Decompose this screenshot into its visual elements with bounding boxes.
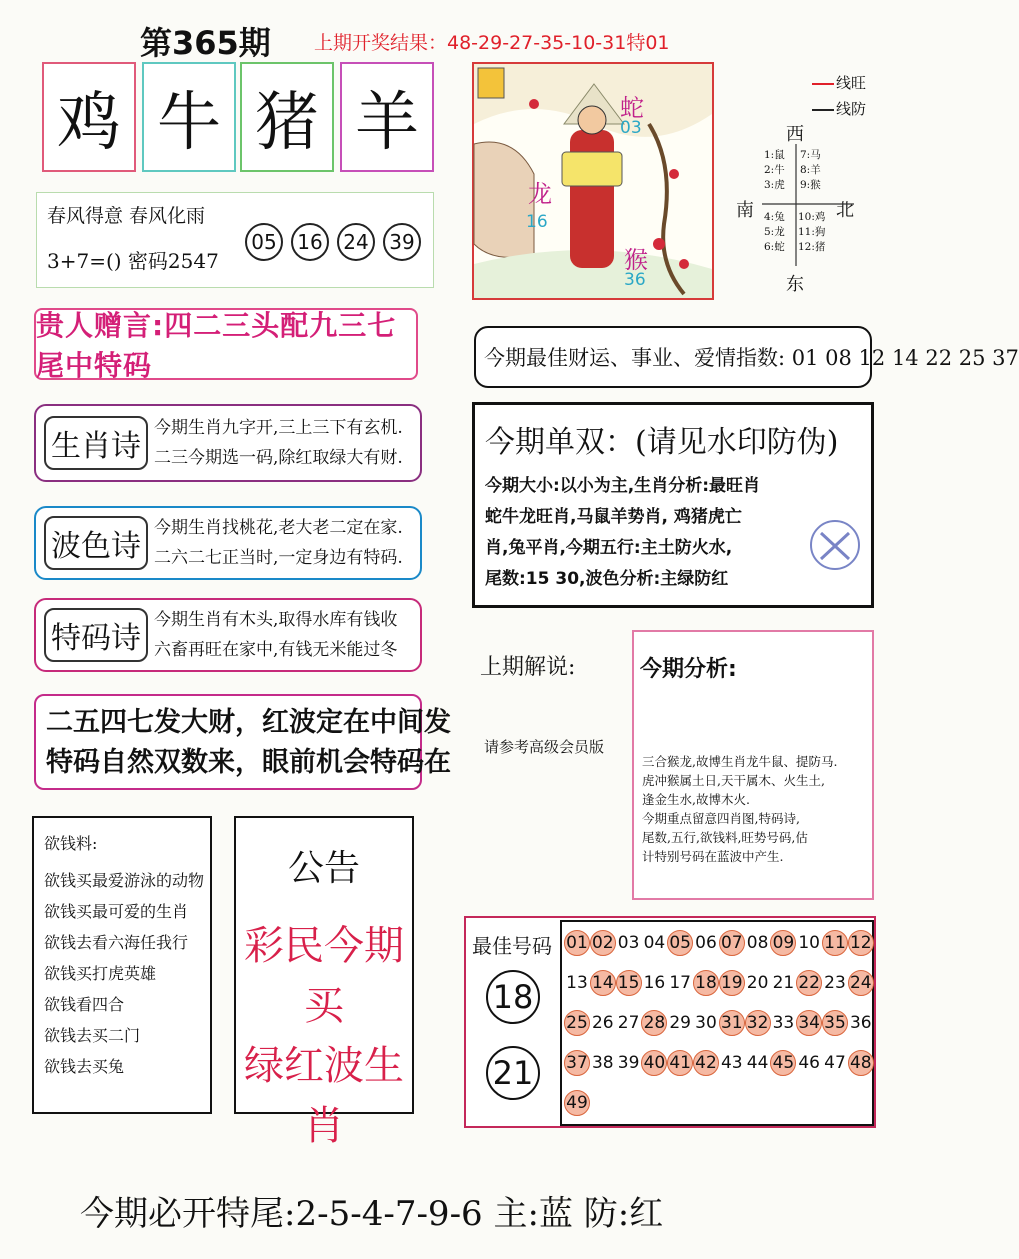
compass-south: 南 bbox=[736, 200, 754, 221]
grid-number: 15 bbox=[616, 970, 642, 996]
notice-line: 绿红波生肖 bbox=[244, 1043, 404, 1149]
grid-number: 30 bbox=[695, 1013, 717, 1033]
grid-number: 34 bbox=[796, 1010, 822, 1036]
grid-number: 29 bbox=[669, 1013, 691, 1033]
scholar-drawing bbox=[474, 64, 712, 298]
poem-line: 二三今期选一码,除红取绿大有财. bbox=[154, 448, 403, 468]
compass-east: 东 bbox=[786, 274, 804, 295]
notice-body bbox=[236, 916, 412, 1156]
analysis-title: 今期分析: bbox=[640, 657, 737, 682]
number-ball: 05 bbox=[245, 223, 283, 261]
analysis-line: 三合猴龙,故博生肖龙牛鼠、提防马. bbox=[642, 754, 838, 769]
analysis-line: 尾数,五行,欲钱料,旺势号码,估 bbox=[642, 830, 808, 845]
black-line-icon bbox=[812, 109, 834, 111]
zodiac-box: 羊 bbox=[340, 62, 434, 172]
sd-line: 蛇牛龙旺肖,马鼠羊势肖, 鸡猪虎亡 bbox=[485, 507, 742, 527]
single-double-box bbox=[472, 402, 874, 608]
money-title: 欲钱料: bbox=[44, 834, 98, 853]
grid-number: 23 bbox=[824, 973, 846, 993]
formula-text: 3+7=() 密码2547 bbox=[47, 249, 219, 273]
grid-number: 27 bbox=[617, 1013, 640, 1033]
analysis-box bbox=[632, 630, 874, 900]
verse-line: 特码自然双数来，眼前机会特码在 bbox=[46, 747, 451, 778]
scholar-illustration bbox=[472, 62, 714, 300]
grid-number: 25 bbox=[564, 1010, 590, 1036]
grid-number: 37 bbox=[564, 1050, 590, 1076]
grid-number: 35 bbox=[822, 1010, 848, 1036]
poem-line: 六畜再旺在家中,有钱无米能过冬 bbox=[154, 640, 398, 660]
compass-cell: 4:兔 5:龙 6:蛇 bbox=[764, 211, 785, 253]
money-riddles bbox=[32, 816, 212, 1114]
picture-number: 16 bbox=[526, 212, 548, 232]
analysis-body bbox=[642, 752, 837, 866]
legend-red: 线旺 bbox=[812, 72, 866, 93]
poem-line: 今期生肖九字开,三上三下有玄机. bbox=[154, 418, 403, 438]
money-item: 欲钱买最爱游泳的动物 bbox=[44, 871, 205, 890]
grid-number: 47 bbox=[824, 1053, 846, 1073]
compass-cell: 10:鸡 11:狗 12:猪 bbox=[798, 211, 826, 253]
grid-number: 49 bbox=[564, 1090, 590, 1116]
money-item: 欲钱去买兔 bbox=[44, 1057, 125, 1076]
grid-number: 14 bbox=[590, 970, 616, 996]
analysis-line: 虎冲猴属土日,天干属木、火生土, bbox=[642, 773, 825, 788]
grid-number: 31 bbox=[719, 1010, 745, 1036]
sd-line: 肖,兔平肖,今期五行:主土防火水, bbox=[485, 538, 733, 558]
number-ball: 24 bbox=[337, 223, 375, 261]
picture-zodiac: 龙 bbox=[528, 180, 552, 208]
money-item: 欲钱去看六海任我行 bbox=[44, 933, 189, 952]
grid-number: 22 bbox=[796, 970, 822, 996]
grid-number: 38 bbox=[591, 1053, 614, 1073]
zodiac-box: 牛 bbox=[142, 62, 236, 172]
poem-line: 今期生肖有木头,取得水库有钱收 bbox=[154, 610, 398, 630]
issue-number: 第365期 bbox=[140, 24, 271, 62]
grid-number: 17 bbox=[669, 973, 691, 993]
last-result: 上期开奖结果：48-29-27-35-10-31特01 bbox=[314, 32, 670, 54]
analysis-line: 今期重点留意四肖图,特码诗, bbox=[642, 811, 800, 826]
number-ball: 16 bbox=[291, 223, 329, 261]
last-analysis-title: 上期解说: bbox=[480, 655, 576, 680]
grid-number: 28 bbox=[641, 1010, 667, 1036]
grid-number: 08 bbox=[746, 933, 769, 953]
picture-zodiac: 猴 bbox=[624, 246, 648, 274]
single-double-body bbox=[485, 471, 760, 595]
number-grid bbox=[560, 920, 874, 1126]
grid-number: 11 bbox=[822, 930, 848, 956]
poem-line: 今期生肖找桃花,老大老二定在家. bbox=[154, 518, 403, 538]
grid-number: 10 bbox=[798, 933, 820, 953]
money-item: 欲钱买打虎英雄 bbox=[44, 964, 157, 983]
poem-title: 特码诗 bbox=[44, 608, 148, 662]
grid-number: 09 bbox=[770, 930, 796, 956]
best-numbers-box bbox=[464, 916, 876, 1128]
notice-box bbox=[234, 816, 414, 1149]
compass-cell: 1:鼠 2:牛 3:虎 bbox=[764, 149, 785, 191]
grid-number: 45 bbox=[770, 1050, 796, 1076]
grid-number: 04 bbox=[643, 933, 666, 953]
grid-number: 40 bbox=[641, 1050, 667, 1076]
number-ball: 39 bbox=[383, 223, 421, 261]
special-poem bbox=[34, 598, 422, 672]
picture-zodiac: 蛇 bbox=[620, 94, 644, 122]
big-number-ball: 21 bbox=[486, 1046, 540, 1100]
notice-title: 公告 bbox=[287, 848, 360, 889]
zodiac-poem bbox=[34, 404, 422, 482]
grid-number: 13 bbox=[566, 973, 588, 993]
picture-number: 36 bbox=[624, 270, 646, 290]
grid-number: 24 bbox=[848, 970, 874, 996]
money-item: 欲钱去买二门 bbox=[44, 1026, 141, 1045]
noble-advice-banner: 贵人赠言:四二三头配九三七尾中特码 bbox=[34, 308, 418, 380]
poem-title: 波色诗 bbox=[44, 516, 148, 570]
info-box bbox=[36, 192, 434, 288]
grid-number: 36 bbox=[849, 1013, 872, 1033]
analysis-line: 计特别号码在蓝波中产生. bbox=[642, 849, 784, 864]
grid-number: 03 bbox=[617, 933, 640, 953]
poem-line: 二六二七正当时,一定身边有特码. bbox=[154, 548, 403, 568]
sd-line: 今期大小:以小为主,生肖分析:最旺肖 bbox=[485, 476, 761, 496]
grid-number: 44 bbox=[746, 1053, 769, 1073]
picture-number: 03 bbox=[620, 118, 642, 138]
grid-number: 12 bbox=[848, 930, 874, 956]
grid-number: 19 bbox=[719, 970, 745, 996]
compass-west: 西 bbox=[786, 124, 804, 145]
poem-title: 生肖诗 bbox=[44, 416, 148, 470]
footer-special-tail: 今期必开特尾:2-5-4-7-9-6 主:蓝 防:红 bbox=[80, 1194, 664, 1234]
legend-black: 线防 bbox=[812, 98, 866, 119]
grid-number: 16 bbox=[643, 973, 666, 993]
grid-number: 06 bbox=[695, 933, 717, 953]
compass-north: 北 bbox=[836, 200, 854, 221]
grid-number: 07 bbox=[719, 930, 745, 956]
red-line-icon bbox=[812, 83, 834, 85]
grid-number: 05 bbox=[667, 930, 693, 956]
grid-number: 26 bbox=[591, 1013, 614, 1033]
last-analysis-note: 请参考高级会员版 bbox=[484, 738, 605, 756]
grid-number: 33 bbox=[772, 1013, 795, 1033]
grid-number: 41 bbox=[667, 1050, 693, 1076]
grid-number: 18 bbox=[693, 970, 719, 996]
money-item: 欲钱看四合 bbox=[44, 995, 125, 1014]
idiom-text: 春风得意 春风化雨 bbox=[47, 205, 206, 227]
grid-number: 02 bbox=[590, 930, 616, 956]
compass-cell: 7:马 8:羊 9:猴 bbox=[800, 149, 821, 191]
verse-box bbox=[34, 694, 451, 790]
watermark-stamp-icon bbox=[805, 515, 865, 575]
zodiac-box: 猪 bbox=[240, 62, 334, 172]
verse-line: 二五四七发大财，红波定在中间发 bbox=[46, 707, 451, 738]
single-double-title: 今期单双：(请见水印防伪) bbox=[485, 425, 839, 460]
sd-line: 尾数:15 30,波色分析:主绿防红 bbox=[485, 569, 729, 589]
fortune-index: 今期最佳财运、事业、爱情指数: 01 08 12 14 22 25 37 bbox=[474, 326, 872, 388]
zodiac-box: 鸡 bbox=[42, 62, 136, 172]
grid-number: 48 bbox=[848, 1050, 874, 1076]
grid-number: 39 bbox=[617, 1053, 640, 1073]
grid-number: 43 bbox=[720, 1053, 743, 1073]
color-poem bbox=[34, 506, 422, 580]
grid-number: 20 bbox=[746, 973, 769, 993]
grid-number: 46 bbox=[798, 1053, 820, 1073]
grid-number: 32 bbox=[745, 1010, 771, 1036]
grid-number: 01 bbox=[564, 930, 590, 956]
analysis-line: 逢金生水,故博木火. bbox=[642, 792, 750, 807]
big-number-ball: 18 bbox=[486, 970, 540, 1024]
notice-line: 彩民今期买 bbox=[244, 923, 404, 1029]
grid-number: 21 bbox=[772, 973, 795, 993]
grid-number: 42 bbox=[693, 1050, 719, 1076]
money-item: 欲钱买最可爱的生肖 bbox=[44, 902, 189, 921]
best-numbers-label: 最佳号码 bbox=[472, 934, 552, 958]
